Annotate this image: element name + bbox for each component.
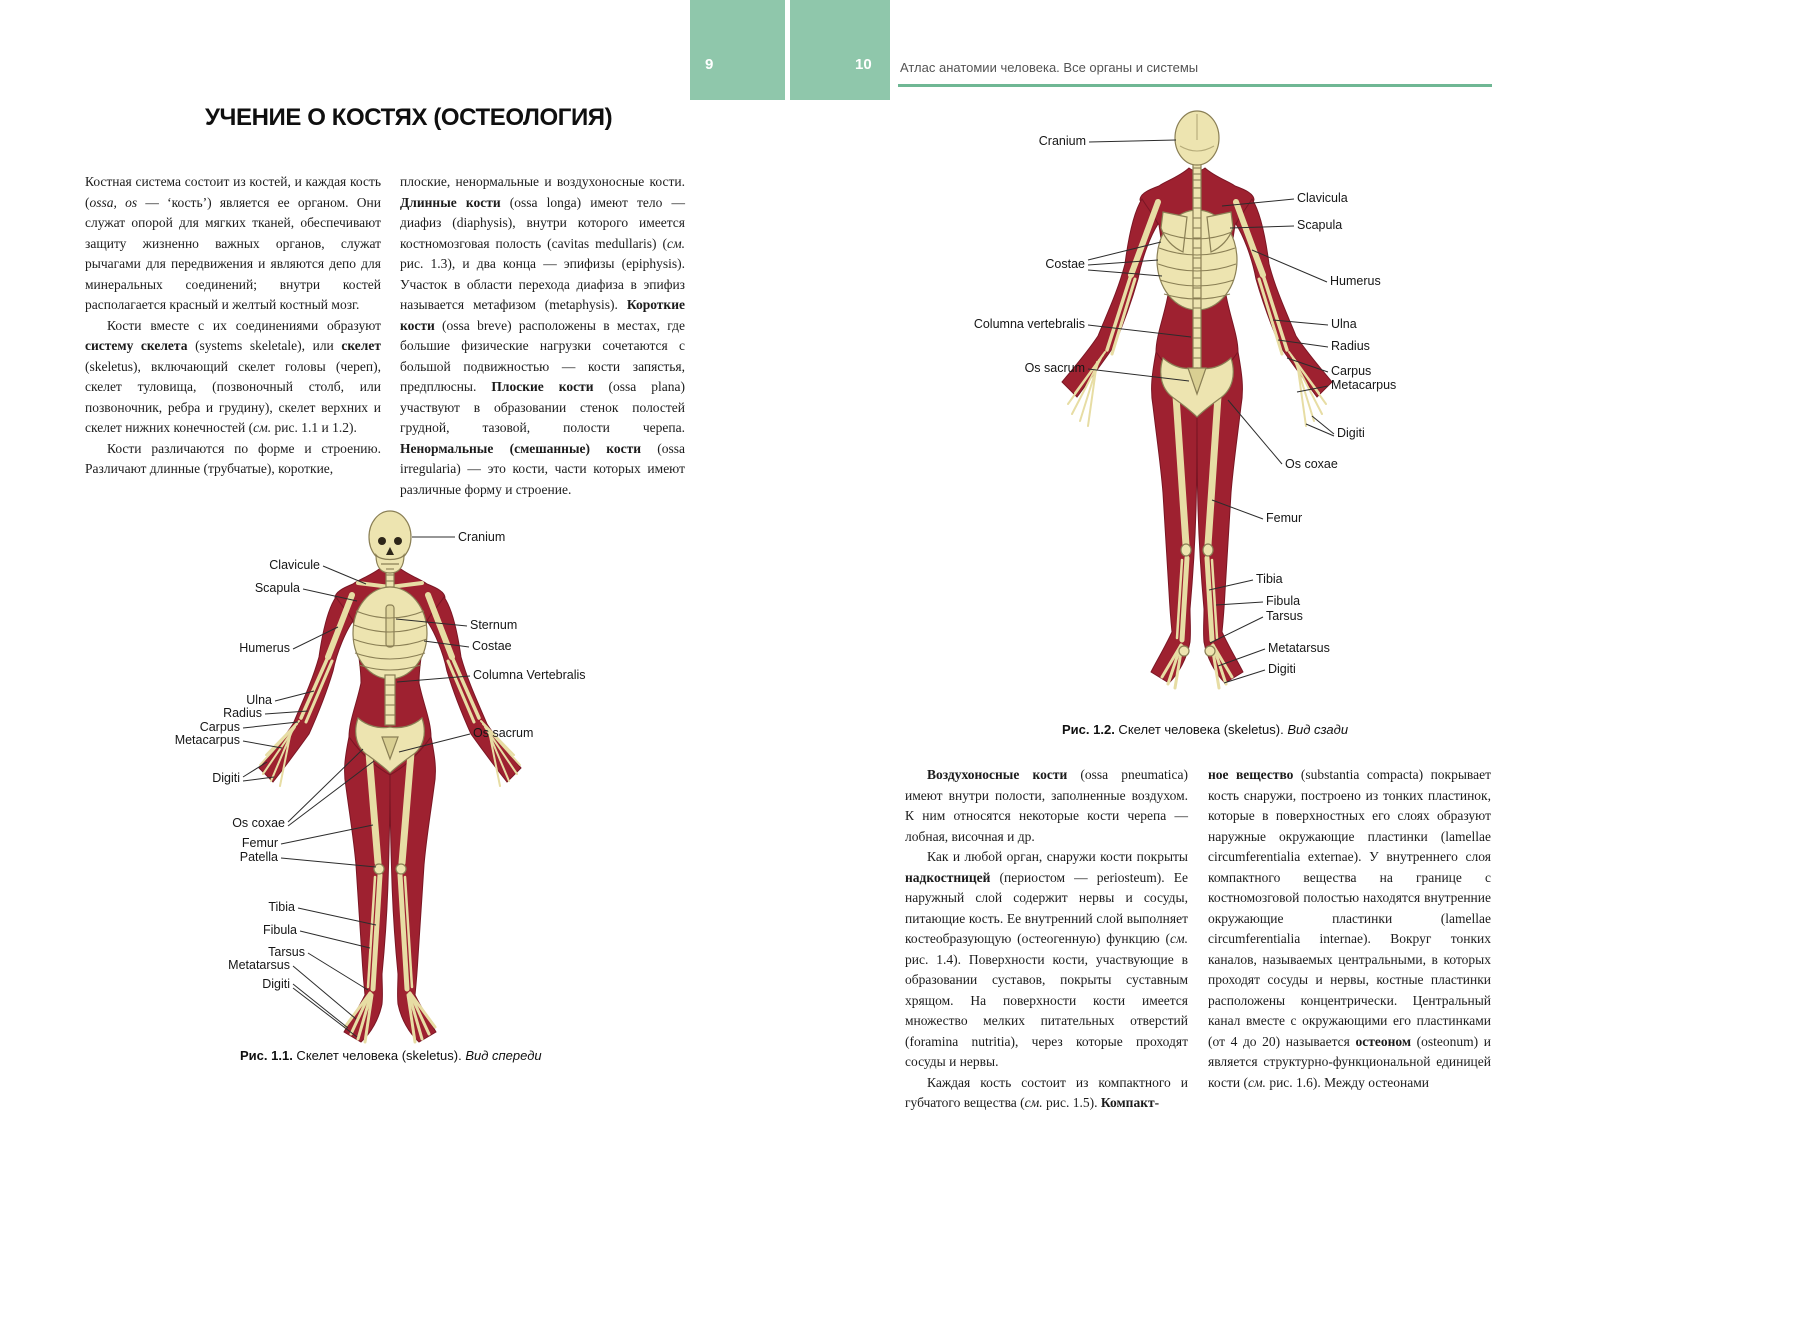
figure-label: Radius	[1331, 339, 1370, 353]
figure-label: Clavicule	[269, 558, 320, 572]
page-number-right: 10	[855, 56, 872, 73]
figure-label: Femur	[1266, 511, 1303, 525]
figure-label: Metacarpus	[1331, 378, 1397, 392]
figure-label: Os sacrum	[1024, 361, 1085, 375]
figure-label: Cranium	[1038, 134, 1086, 148]
figure-label: Ulna	[1331, 317, 1357, 331]
figure-label: Fibula	[1266, 594, 1301, 608]
right-page-column-2	[1208, 765, 1491, 1093]
figure-label: Femur	[241, 836, 278, 850]
figure-label: Carpus	[1331, 364, 1372, 378]
figure-label: Tarsus	[268, 945, 305, 959]
figure-label: Metacarpus	[174, 733, 240, 747]
paragraph: Воздухоносные кости (ossa pneumatica) имеют внутри полости, заполненные воздухом. К ним относятся некоторые кости черепа — лобная, височная и др.	[905, 767, 1188, 844]
figure-label: Scapula	[254, 581, 300, 595]
paragraph: Каждая кость состоит из компактного и губчатого вещества (см. рис. 1.5). Компакт-	[905, 1074, 1188, 1110]
page-number-left: 9	[705, 56, 714, 73]
figure-label: Costae	[472, 639, 512, 653]
figure-label: Os sacrum	[473, 726, 534, 740]
page-tab-10	[790, 0, 890, 100]
figure-label: Radius	[223, 706, 262, 720]
figure-label: Cranium	[458, 530, 506, 544]
figure-label: Clavicula	[1297, 191, 1348, 205]
figure-2-caption: Рис. 1.2. Скелет человека (skeletus). Вид сзади	[1062, 722, 1349, 737]
running-header: Атлас анатомии человека. Все органы и системы	[900, 60, 1199, 75]
figure-label: Tarsus	[1266, 609, 1303, 623]
paragraph: плоские, ненормальные и воздухоносные кости. Длинные кости (ossa longa) имеют тело — диафиз (diaphysis), внутри которого имеется костномозговая полость (cavitas medullaris) (см. рис. 1.3), и два конца — эпифизы (epiphysis). Участок в области перехода диафиза в эпифиз называется метафизом (metaphysis). Короткие кости (ossa breve) расположены в местах, где большие физические нагрузки сочетаются с большой подвижностью — кости запястья, предплюсны. Плоские кости (ossa plana) участвуют в образовании стенок полостей грудной, тазовой, полости черепа. Ненормальные (смешанные) кости (ossa irregularia) — это кости, части которых имеют различные форму и строение.	[400, 174, 686, 497]
figure-label: Humerus	[239, 641, 290, 655]
figure-label: Tibia	[1256, 572, 1283, 586]
paragraph: Кости вместе с их соединениями образуют систему скелета (systems skeletale), или скелет (skeletus), включающий скелет головы (череп), скелет туловища, (позвоночный столб, или позвоночник, ребра и грудину), скелет верхних и скелет нижних конечностей (см. рис. 1.1 и 1.2).	[85, 317, 381, 435]
figure-label: Metatarsus	[228, 958, 290, 972]
figure-label: Tibia	[268, 900, 295, 914]
figure-label: Digiti	[262, 977, 290, 991]
chapter-title: УЧЕНИЕ О КОСТЯХ (ОСТЕОЛОГИЯ)	[205, 104, 613, 131]
skeleton-back-illustration	[960, 100, 1420, 710]
figure-label: Carpus	[199, 720, 240, 734]
figure-label: Humerus	[1330, 274, 1381, 288]
left-page-column-1	[85, 172, 381, 480]
figure-label: Scapula	[1297, 218, 1343, 232]
paragraph: Костная система состоит из костей, и каждая кость (ossa, os — ‘кость’) является ее органом. Они служат опорой для мягких тканей, обеспечивают защиту жизненно важных органов, служат рычагами для передвижения и являются депо для минеральных соединений; внутри костей располагается красный и желтый костный мозг.	[85, 174, 381, 312]
figure-label: Os coxae	[1285, 457, 1338, 471]
figure-label: Ulna	[246, 693, 272, 707]
figure-label: Digiti	[1337, 426, 1365, 440]
left-page-column-2	[400, 172, 685, 500]
figure-label: Os coxae	[232, 816, 285, 830]
figure-1-skeleton-front	[160, 505, 605, 1050]
figure-label: Columna vertebralis	[973, 317, 1085, 331]
figure-label: Digiti	[1268, 662, 1296, 676]
figure-label: Sternum	[470, 618, 518, 632]
paragraph: Как и любой орган, снаружи кости покрыты надкостницей (периостом — periosteum). Ее наружный слой содержит нервы и сосуды, питающие кость. Ее внутренний слой выполняет костеобразующую (остеогенную) функцию (см. рис. 1.4). Поверхности кости, участвующие в образовании суставов, покрыты суставным хрящом. На поверхности кости имеется множество мелких питательных отверстий (foramina nutritia), через которые проходят сосуды и нервы.	[905, 849, 1188, 1069]
figure-label: Patella	[239, 850, 278, 864]
figure-2-skeleton-back	[960, 100, 1420, 710]
figure-label: Columna Vertebralis	[473, 668, 586, 682]
figure-1-caption: Рис. 1.1. Скелет человека (skeletus). Вид спереди	[240, 1048, 542, 1063]
page-tab-9	[690, 0, 785, 100]
header-rule	[898, 84, 1492, 87]
paragraph: Кости различаются по форме и строению. Различают длинные (трубчатые), короткие,	[85, 440, 381, 476]
right-page-column-1	[905, 765, 1188, 1114]
figure-label: Metatarsus	[1268, 641, 1330, 655]
figure-label: Costae	[1045, 257, 1085, 271]
figure-label: Fibula	[262, 923, 297, 937]
figure-label: Digiti	[212, 771, 240, 785]
paragraph: ное вещество (substantia compacta) покрывает кость снаружи, построено из тонких пластинок, которые в поверхностных его слоях образуют наружные окружающие пластинки (lamellae circumferentialia externae). У внутреннего слоя компактного вещества на границе с костномозговой полостью находятся внутренние окружающие пластинки (lamellae circumferentialia internae). Вокруг тонких каналов, называемых центральными, в которых проходят сосуды и нервы, костные пластинки расположены концентрически. Центральный канал вместе с окружающими его пластинками (от 4 до 20) называется остеоном (osteonum) и является структурно-функциональной единицей кости (см. рис. 1.6). Между остеонами	[1208, 767, 1492, 1090]
